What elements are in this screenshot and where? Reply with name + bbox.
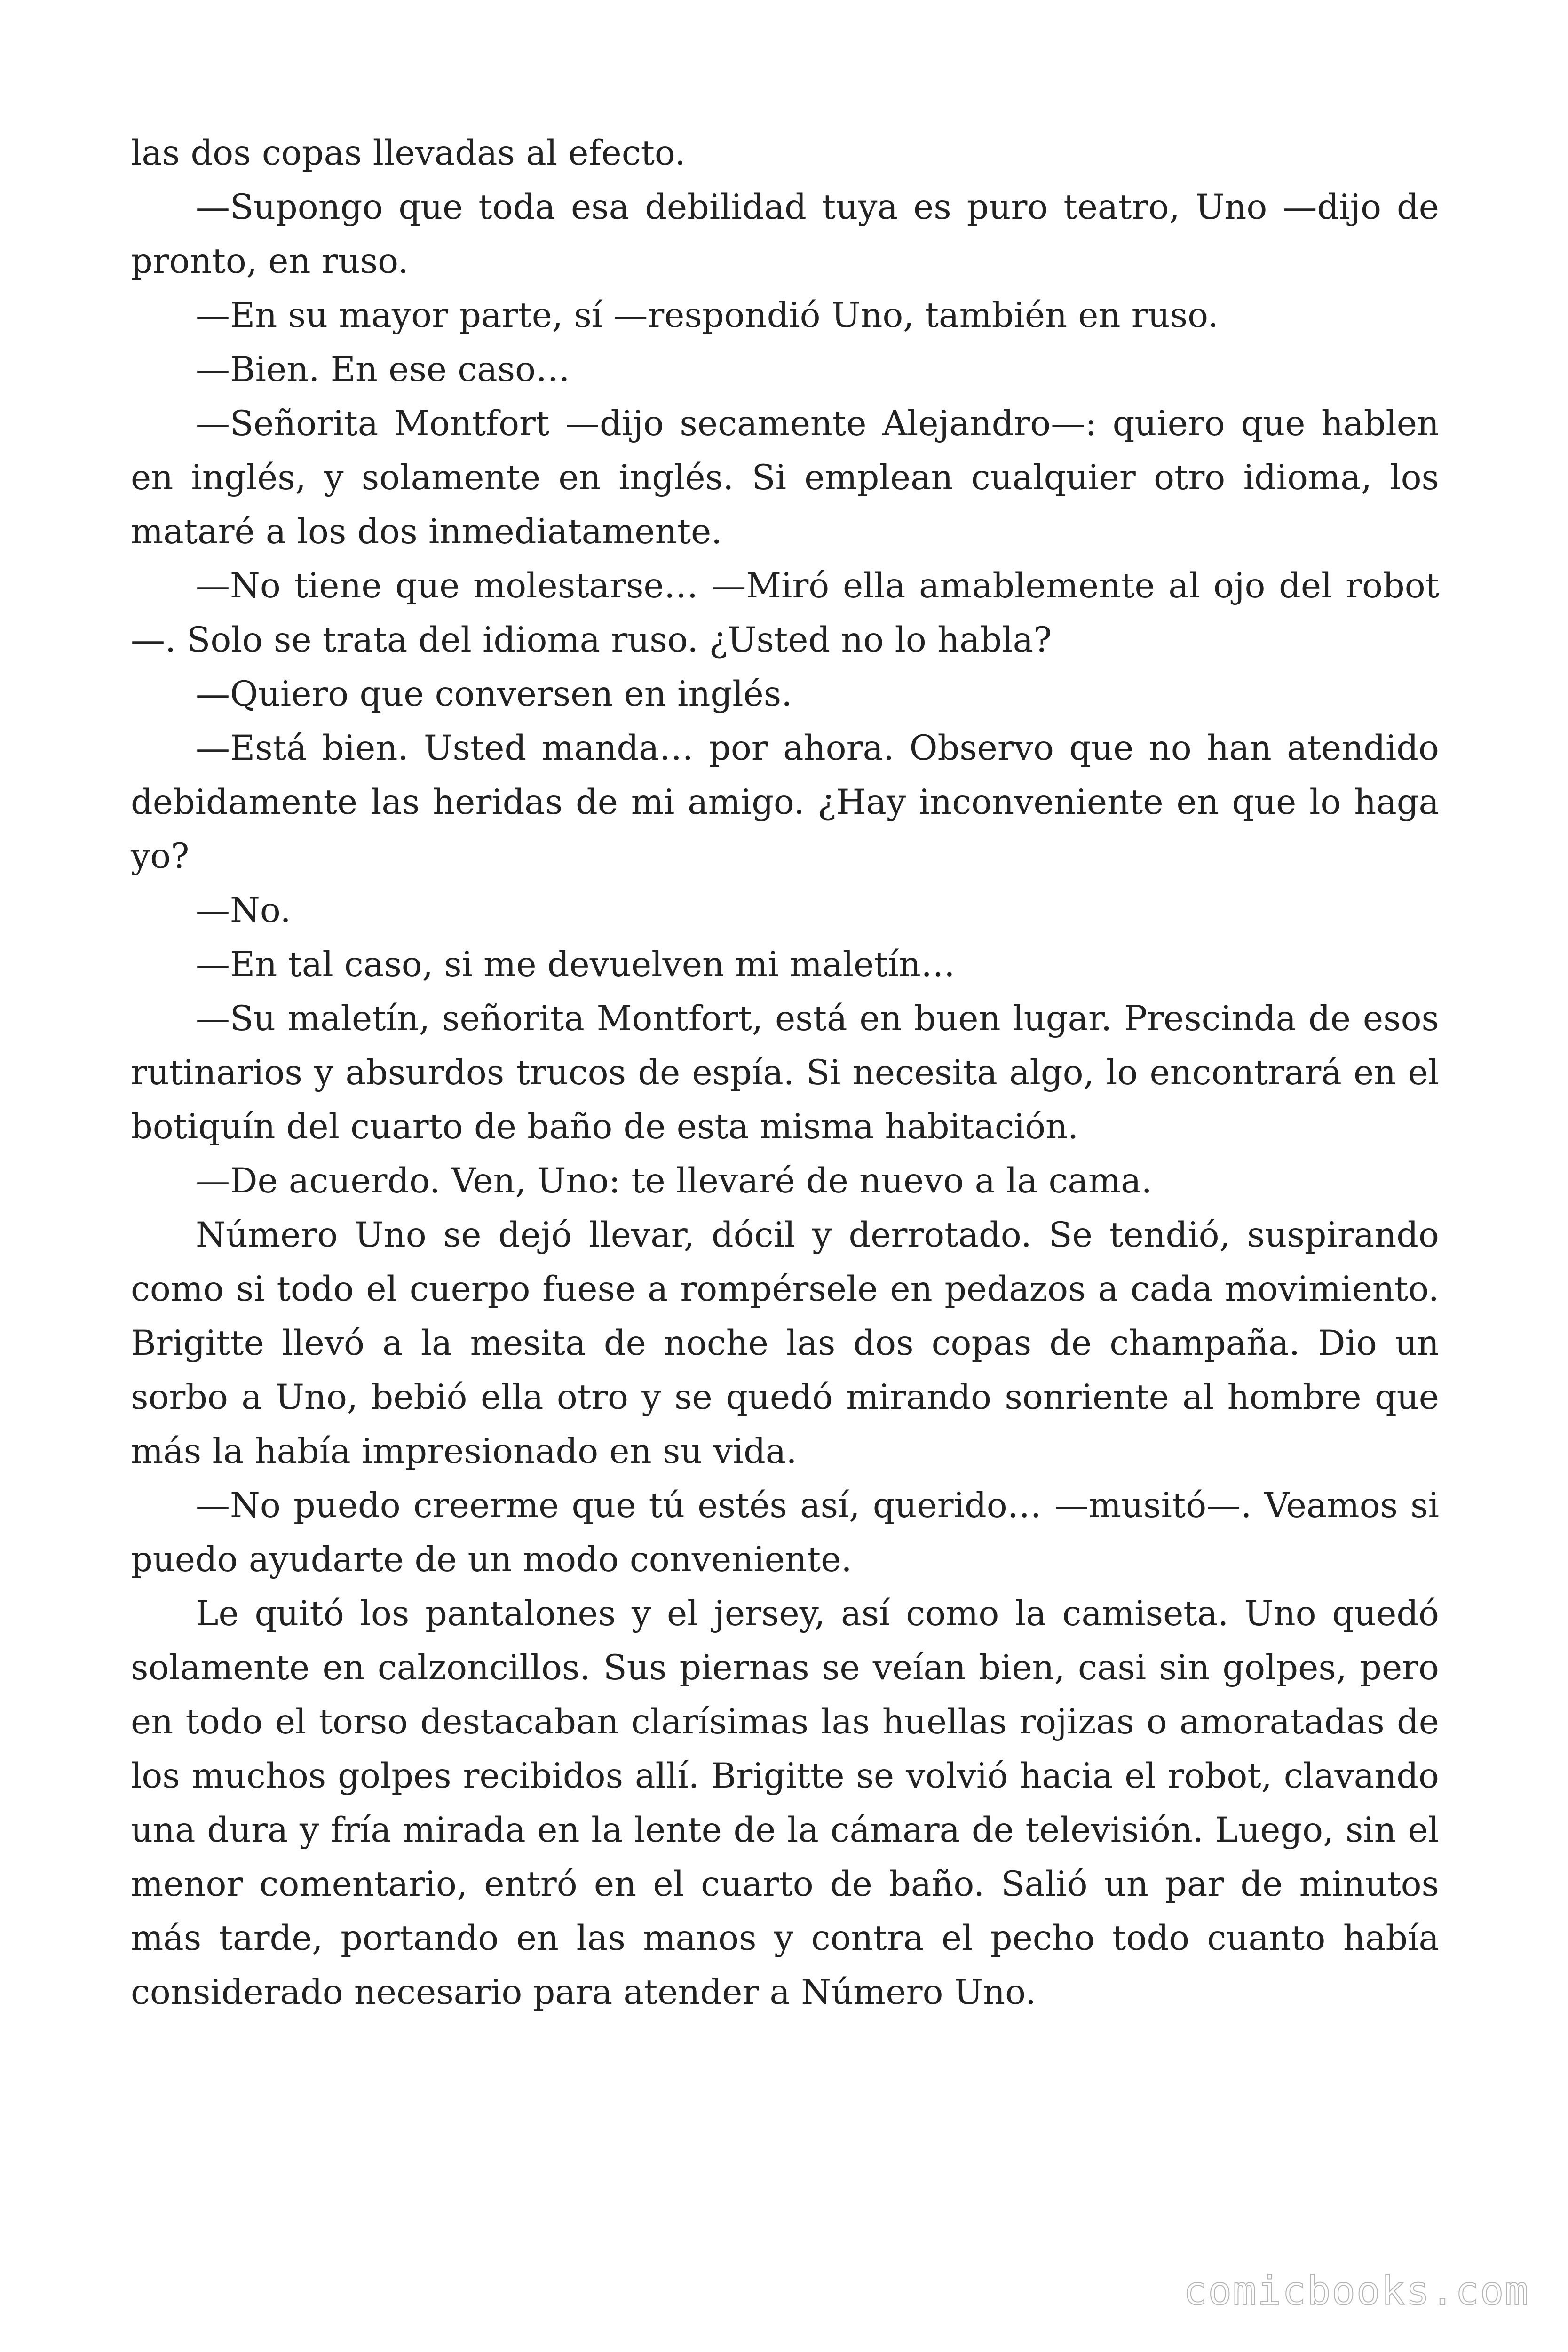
paragraph-9: —No.: [196, 890, 291, 930]
paragraph-4: —Bien. En ese caso…: [196, 350, 570, 389]
site-watermark: comicbooks.com: [1183, 2268, 1529, 2314]
paragraph-15: Le quitó los pantalones y el jersey, así como la camiseta. Uno quedó solamente en calzoncillos. Sus piernas se veían bien, casi sin golpes, pero en todo el torso destacaban clarísimas las huellas rojizas o amoratadas de los muchos golpes recibidos allí. Brigitte se volvió hacia el robot, clavando una dura y fría mirada en la lente de la cámara de televisión. Luego, sin el menor comentario, entró en el cuarto de baño. Salió un par de minutos más tarde, portando en las manos y contra el pecho todo cuanto había considerado necesario para atender a Número Uno.: [131, 1594, 1439, 2012]
paragraph-6: —No tiene que molestarse… —Miró ella amablemente al ojo del robot—. Solo se trata del idioma ruso. ¿Usted no lo habla?: [131, 566, 1439, 660]
paragraph-5: —Señorita Montfort —dijo secamente Alejandro—: quiero que hablen en inglés, y solamente en inglés. Si emplean cualquier otro idioma, los mataré a los dos inmediatamente.: [131, 404, 1439, 552]
paragraph-3: —En su mayor parte, sí —respondió Uno, también en ruso.: [196, 295, 1219, 335]
paragraph-14: —No puedo creerme que tú estés así, querido… —musitó—. Veamos si puedo ayudarte de un modo conveniente.: [131, 1486, 1439, 1580]
paragraph-7: —Quiero que conversen en inglés.: [196, 674, 792, 714]
paragraph-13: Número Uno se dejó llevar, dócil y derrotado. Se tendió, suspirando como si todo el cuerpo fuese a rompérsele en pedazos a cada movimiento. Brigitte llevó a la mesita de noche las dos copas de champaña. Dio un sorbo a Uno, bebió ella otro y se quedó mirando sonriente al hombre que más la había impresionado en su vida.: [131, 1215, 1439, 1471]
book-page-body: [131, 126, 1439, 2019]
paragraph-1: las dos copas llevadas al efecto.: [131, 133, 686, 173]
paragraph-11: —Su maletín, señorita Montfort, está en buen lugar. Prescinda de esos rutinarios y absurdos trucos de espía. Si necesita algo, lo encontrará en el botiquín del cuarto de baño de esta misma habitación.: [131, 999, 1439, 1147]
paragraph-12: —De acuerdo. Ven, Uno: te llevaré de nuevo a la cama.: [196, 1161, 1152, 1201]
paragraph-2: —Supongo que toda esa debilidad tuya es puro teatro, Uno —dijo de pronto, en ruso.: [131, 187, 1439, 281]
paragraph-8: —Está bien. Usted manda… por ahora. Observo que no han atendido debidamente las heridas de mi amigo. ¿Hay inconveniente en que lo haga yo?: [131, 728, 1439, 876]
paragraph-10: —En tal caso, si me devuelven mi maletín…: [196, 945, 955, 985]
